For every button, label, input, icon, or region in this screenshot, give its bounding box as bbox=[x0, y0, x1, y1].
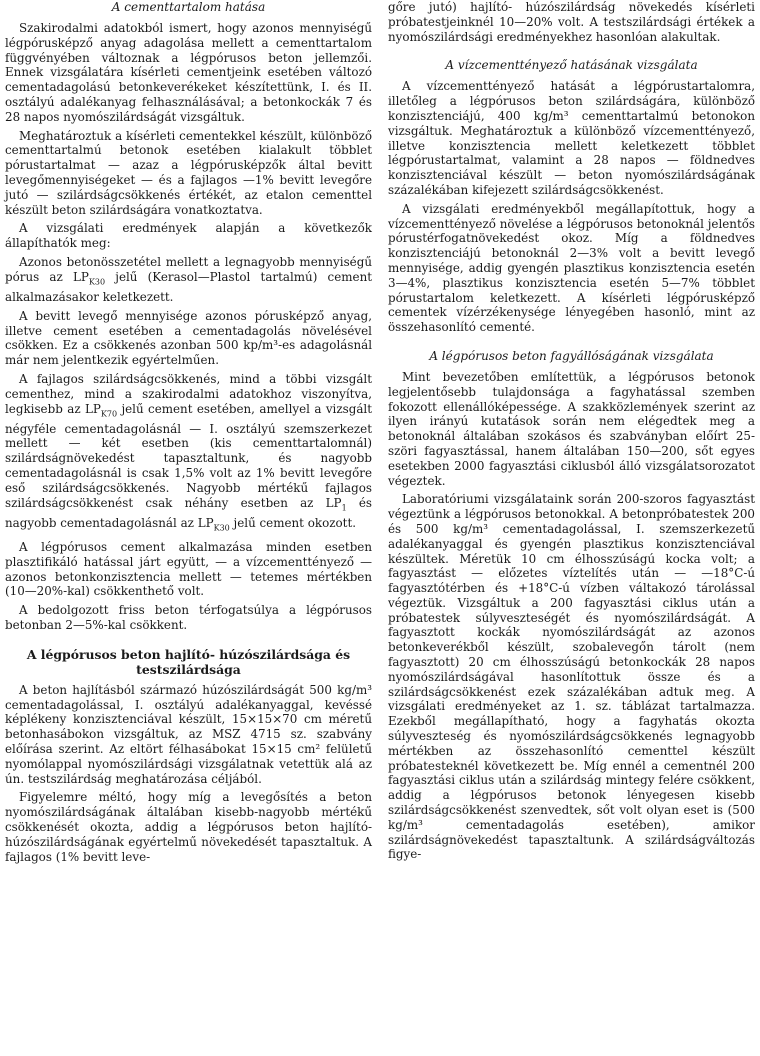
paragraph: A bedolgozott friss beton térfogatsúlya a légpórusos betonban 2—5%-kal csökkent. bbox=[5, 603, 372, 632]
paragraph bbox=[5, 372, 372, 536]
paragraph: A légpórusos cement alkalmazása minden esetben plasztifikáló hatással járt együtt, — a vízcementtényező — azonos betonkonzisztencia mellett — tetemes mértékben (10—20%-kal) csökkenthető volt. bbox=[5, 540, 372, 599]
subscript: K30 bbox=[213, 523, 230, 533]
paragraph-continued: gőre jutó) hajlító- húzószilárdság növekedés kísérleti próbatestjeinknél 10—20% volt. A testszilárdsági értékek a nyomószilárdsági eredményekhez hasonlóan alakultak. bbox=[388, 0, 755, 44]
text: jelű (Kerasol—Plastol tartalmú) cement alkalmazásakor keletkezett. bbox=[5, 269, 372, 304]
text: jelű cement esetében, amellyel a vizsgált négyféle cementadagolásnál — I. osztályú szemszerkezet mellett — két esetben (kis cementtartalomnál) szilárdságnövekedést tapasztaltunk, és nagyobb cementadagolásnál is csak 1,5% volt az 1% bevitt levegőre eső szilárdságcsökkenés. Nagyobb mértékű fajlagos szilárdságcsökkenést csak néhány esetben az LP bbox=[5, 401, 372, 510]
text: és nagyobb cementadagolásnál az LP bbox=[5, 495, 373, 530]
subscript: 1 bbox=[341, 503, 347, 513]
right-column bbox=[388, 0, 755, 866]
paragraph: A vizsgálati eredményekből megállapítottuk, hogy a vízcementtényező növelése a légpórusos betonoknál jelentős pórustérfogatnövekedést okoz. Míg a földnedves konzisztenciájú betonoknál 2—3% volt a bevitt levegő mennyisége, addig gyengén plasztikus konzisztencia esetén 3—4%, plasztikus konzisztencia esetén 5—7% többlet pórustartalom keletkezett. A kísérleti légpórusképző cementek vízérzékenysége lényegében hasonló, mint az összehasonlító cementé. bbox=[388, 201, 755, 335]
paragraph: Figyelemre méltó, hogy míg a levegősítés a beton nyomószilárdságának általában kisebb-nagyobb mértékű csökkenését okozta, addig a légpórusos beton hajlító- húzószilárdságának egyértelmű növekedését tapasztaltuk. A fajlagos (1% bevitt leve- bbox=[5, 790, 372, 864]
subscript: K30 bbox=[88, 277, 106, 287]
section-heading-frost-resistance: A légpórusos beton fagyállóságának vizsgálata bbox=[429, 348, 714, 363]
text: A fajlagos szilárdságcsökkenés, mind a többi vizsgált cementhez, mind a szakirodalmi adatokhoz viszonyítva, legkisebb az LP bbox=[5, 371, 372, 416]
paragraph: A beton hajlításból származó húzószilárdságát 500 kg/m³ cementadagolással, I. osztályú adalékanyaggal, kevéssé képlékeny konzisztenciával készült, 15×15×70 cm méretű betonhasábokon vizsgáltuk, az MSZ 4715 sz. szabvány előírása szerint. Az eltört félhasábokat 15×15 cm² felületű nyomólappal nyomószilárdsági vizsgálatnak vetettük alá az ún. testszilárdság meghatározása céljából. bbox=[5, 682, 372, 786]
text: jelű cement okozott. bbox=[229, 515, 357, 530]
paragraph: Meghatároztuk a kísérleti cementekkel készült, különböző cementtartalmú betonok esetében kialakult többlet pórustartalmat — azaz a légpórusképzők által bevitt levegőmennyiségeket — és a fajlagos —1% bevitt levegőre jutó — szilárdságcsökkenés értékét, az etalon cementtel készült beton szilárdságára vonatkoztatva. bbox=[5, 128, 372, 217]
section-heading-bending-strength: A légpórusos beton hajlító- húzószilárdsága és testszilárdsága bbox=[26, 646, 351, 677]
paragraph bbox=[5, 255, 372, 305]
section-heading-cement-content: A cementtartalom hatása bbox=[111, 0, 266, 14]
text: Azonos betonösszetétel mellett a legnagyobb mennyiségű pórus az LP bbox=[5, 254, 372, 284]
paragraph: A vizsgálati eredmények alapján a következők állapíthatók meg: bbox=[5, 221, 372, 251]
paragraph: A bevitt levegő mennyisége azonos pórusképző anyag, illetve cement esetében a cementadagolás növelésével csökken. Ez a csökkenés azonban 500 kp/m³-es adagolásnál már nem jelentkezik egyértelműen. bbox=[5, 308, 372, 368]
paragraph: A vízcementtényező hatását a légpórustartalomra, illetőleg a légpórusos beton szilárdságára, különböző konzisztenciájú, 400 kg/m³ cementtartalmú betonokon vizsgáltuk. Meghatároztuk a különböző vízcementtényező, illetve konzisztencia mellett keletkezett többlet légpórustartalmat, valamint a 28 napos — földnedves konzisztenciával készült — beton nyomószilárdságának százalékában kifejezett szilárdságcsökkenést. bbox=[388, 79, 755, 197]
left-column bbox=[5, 0, 372, 868]
paragraph: Laboratóriumi vizsgálataink során 200-szoros fagyasztást végeztünk a légpórusos betonokkal. A betonpróbatestek 200 és 500 kg/m³ cementadagolással, I. szemszerkezetű adalékanyaggal és gyengén plasztikus konzisztenciával készültek. Méretük 10 cm élhosszúságú kocka volt; a fagyasztást — előzetes víztelítés után — —18°C-ú fagyasztótérben és +18°C-ú vízben váltakozó tárolással végeztük. Vizsgáltuk a 200 fagyasztási ciklus után a próbatestek súlyveszteségét és nyomószilárdságát. A fagyasztott kockák nyomószilárdságát az azonos betonkeverékből készült, szobalevegőn tárolt (nem fagyasztott) 20 cm élhosszúságú betonkockák 28 napos nyomószilárdságával hasonlítottuk össze és a szilárdságcsökkenést ezek százalékában adtuk meg. A vizsgálati eredményeket az 1. sz. táblázat tartalmazza. Ezekből megállapítható, hogy a fagyhatás okozta súlyveszteség és nyomószilárdságcsökkenés legnagyobb mértékben az összehasonlító cementtel készült próbatesteknél következett be. Míg ennél a cementnél 200 fagyasztási ciklus után a szilárdság mintegy felére csökkent, addig a légpórusos betonok lényegesen kisebb szilárdságcsökkenést szenvedtek, sőt volt olyan eset is (500 kg/m³ cementadagolás esetében), amikor szilárdságnövekedést tapasztaltunk. A szilárdságváltozás figye- bbox=[388, 492, 755, 862]
paragraph: Mint bevezetőben említettük, a légpórusos betonok legjelentősebb tulajdonsága a fagyhatással szemben fokozott ellenállóképessége. A szakközlemények szerint az ilyen irányú kutatások során nem elégedtek meg a betonoknál általában szokásos és szabványban előírt 25-szöri fagyasztással, hanem általában 150—200, sőt egyes esetekben 2000 fagyasztási ciklusból álló vizsgálatsorozatot végeztek. bbox=[388, 369, 755, 488]
subscript: K70 bbox=[100, 408, 118, 418]
paragraph: Szakirodalmi adatokból ismert, hogy azonos mennyiségű légpórusképző anyag adagolása mellett a cementtartalom függvényében változnak a légpórusos beton jellemzői. Ennek vizsgálatára kísérleti cementjeink esetében változó cementadagolású betonkeverékeket készítettünk, I. és II. osztályú adalékanyag felhasználásával; a betonkockák 7 és 28 napos nyomószilárdságát vizsgáltuk. bbox=[5, 21, 372, 124]
section-heading-water-cement: A vízcementtényező hatásának vizsgálata bbox=[445, 58, 698, 73]
